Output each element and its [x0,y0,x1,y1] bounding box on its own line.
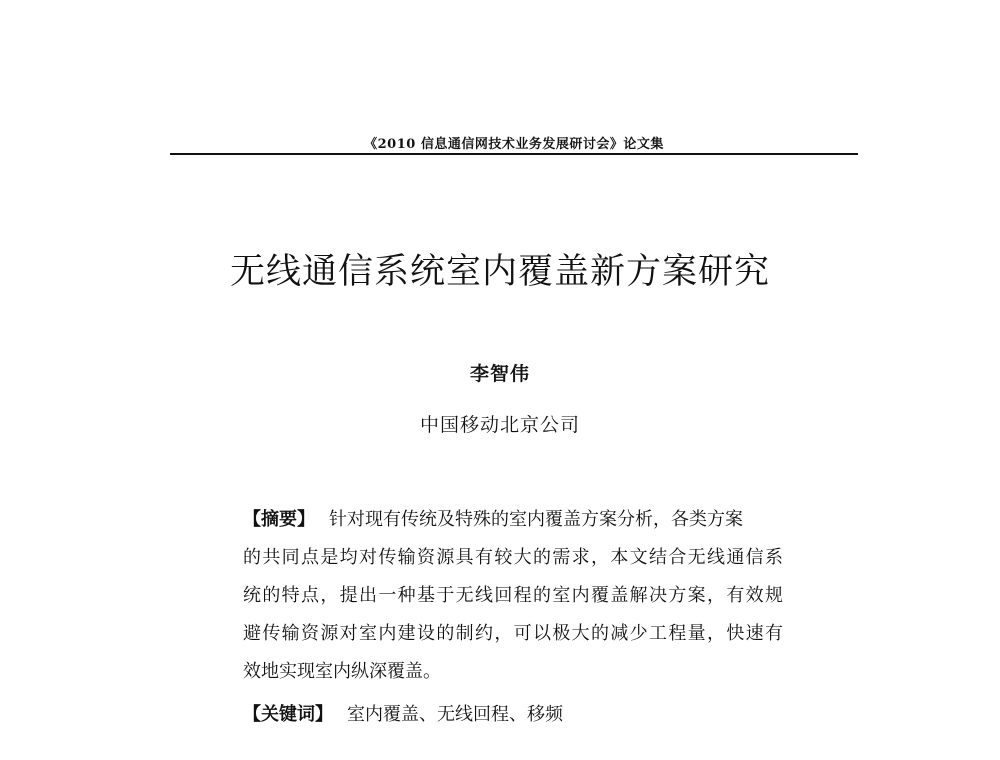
author-affiliation: 中国移动北京公司 [419,414,580,436]
abstract-line-2: 的共同点是均对传输资源具有较大的需求，本文结合无线通信系 [243,547,783,568]
abstract-label: 【摘要】 [243,509,315,530]
running-header: 《2010 信息通信网技术业务发展研讨会》论文集 [364,137,664,152]
abstract-line-5: 效地实现室内纵深覆盖。 [243,661,441,682]
abstract-text-1: 针对现有传统及特殊的室内覆盖方案分析，各类方案 [329,509,743,530]
keywords-label: 【关键词】 [243,704,333,725]
abstract-line-4: 避传输资源对室内建设的制约，可以极大的减少工程量，快速有 [243,623,783,644]
abstract-line-1 [243,508,783,532]
paper-title: 无线通信系统室内覆盖新方案研究 [229,252,770,292]
author-name: 李智伟 [469,363,530,385]
abstract-line-3: 统的特点，提出一种基于无线回程的室内覆盖解决方案，有效规 [243,585,783,606]
header-rule [170,153,858,155]
keywords-line [243,703,783,727]
keywords-text: 室内覆盖、无线回程、移频 [347,704,563,725]
